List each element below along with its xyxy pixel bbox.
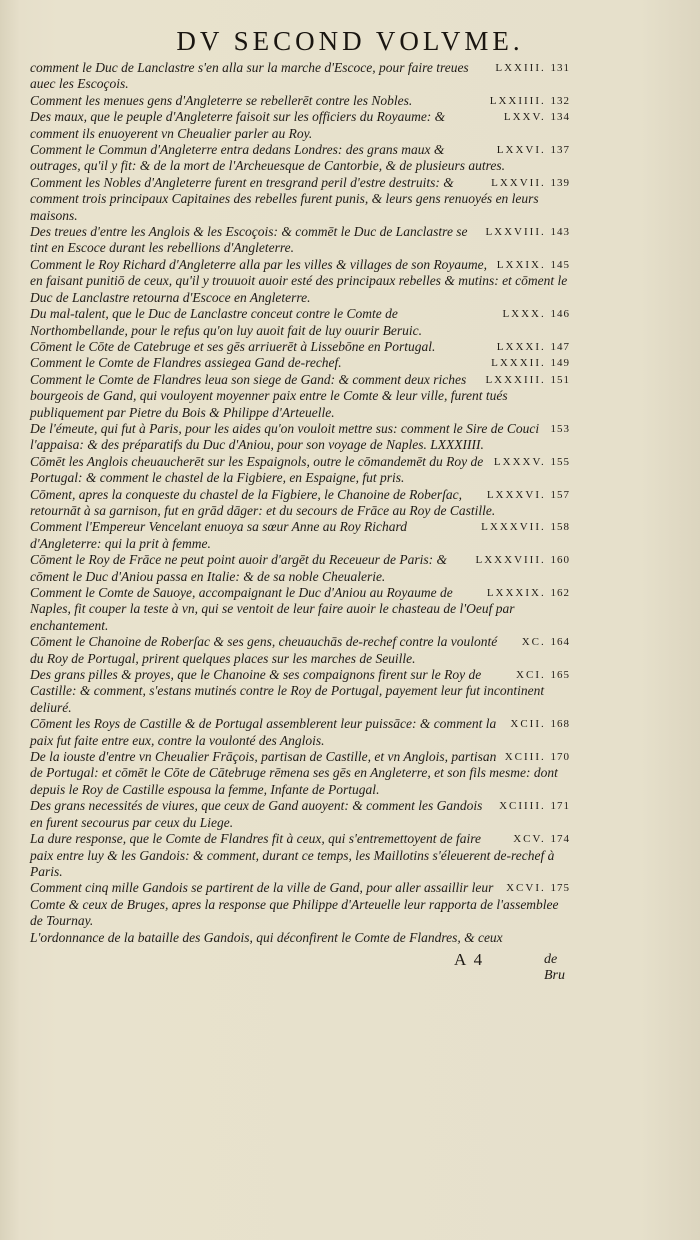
chapter-ref [495, 60, 570, 76]
entry-title: La dure response, que le Comte de Flandres fit à ceux, qui s'entremettoyent de faire paix entre luy & les Gandois: & comment, durant ce temps, les Maillotins s'éleuerent de-rechef à Paris. [30, 831, 555, 879]
toc-entry [30, 585, 570, 634]
page-number: 147 [550, 340, 570, 353]
chapter-number: LXXXVII. [481, 521, 546, 534]
chapter-ref [497, 257, 570, 273]
running-header: DV SECOND VOLVME. [176, 26, 524, 56]
chapter-ref [491, 355, 570, 371]
chapter-number: LXXVI. [496, 144, 546, 157]
chapter-number: XC. [521, 636, 546, 649]
page-number: 151 [550, 373, 570, 386]
entry-title: Cōment le Chanoine de Roberſac & ses gens, cheuauchās de-rechef contre la voulonté du Roy de Portugal, prirent quelques places sur les marches de Seuille. [30, 634, 498, 666]
toc-entry [30, 716, 570, 749]
toc-entry [30, 798, 570, 831]
toc-entry [30, 142, 570, 175]
page-number: 146 [550, 308, 570, 321]
toc-entry [30, 109, 570, 142]
page-number: 171 [550, 800, 570, 813]
page-number: 131 [550, 62, 570, 74]
chapter-ref [522, 634, 570, 650]
toc-entry [30, 487, 570, 520]
chapter-number: LXXXI. [496, 340, 546, 353]
chapter-number: LXXX. [502, 308, 546, 321]
entry-title: Des maux, que le peuple d'Angleterre faisoit sur les officiers du Royaume: & comment ils enuoyerent vn Cheualier parler au Roy. [30, 109, 446, 141]
page-number: 132 [550, 94, 570, 107]
toc-entry [30, 339, 570, 355]
chapter-ref [505, 749, 570, 765]
page-number: 134 [550, 111, 570, 124]
entry-title: Des grans pilles & proyes, que le Chanoine & ses compaignons firent sur le Roy de Castille: & comment, s'estans mutinés contre le Roy de Portugal, payement leur fut incontinent deliuré. [30, 667, 545, 715]
entry-title: Comment le Comte de Flandres assiegea Gand de-rechef. [30, 355, 342, 371]
page-number: 174 [550, 833, 570, 846]
entry-title: L'ordonnance de la bataille des Gandois, qui déconfirent le Comte de Flandres, & ceux [30, 929, 503, 945]
chapter-ref [491, 175, 570, 191]
entry-title: Comment les Nobles d'Angleterre furent en tresgrand peril d'estre destruits: & comment trois principaux Capitaines des rebelles furent punis, & leurs gens renuoyés en leurs maisons. [30, 174, 539, 223]
chapter-number: XCI. [516, 669, 546, 682]
chapter-ref [494, 454, 570, 470]
page-number: 153 [550, 422, 570, 435]
entry-title: Cōment le Roy de Frāce ne peut point auoir d'argēt du Receueur de Paris: & cōment le Duc d'Aniou passa en Italie: & de sa noble Cheualerie. [30, 552, 448, 584]
toc-entry [30, 634, 570, 667]
chapter-ref [481, 519, 570, 535]
chapter-number: XCIII. [504, 751, 546, 764]
entry-title: comment le Duc de Lanclastre s'en alla sur la marche d'Escoce, pour faire treues auec les Escoçois. [30, 60, 469, 92]
entry-title: Comment cinq mille Gandois se partirent de la ville de Gand, pour aller assaillir leur Comte & ceux de Bruges, apres la response que Philippe d'Arteuelle leur rapporta de l'assemblee de Tournay. [30, 880, 559, 929]
chapter-ref [497, 142, 570, 158]
toc-entry [30, 372, 570, 421]
toc-entry [30, 552, 570, 585]
toc-entry [30, 519, 570, 552]
entry-title: Comment le Comte de Flandres leua son siege de Gand: & comment deux riches bourgeois de Gand, qui vouloyent moyenner paix entre le Comte & leur ville, furent tués publiquement par Pietre du Bois & Philippe d'Arteuelle. [30, 371, 508, 420]
toc-entry [30, 60, 570, 93]
chapter-number: LXXIX. [496, 258, 546, 271]
page-number: 160 [550, 554, 570, 567]
chapter-number: LXXXIX. [486, 587, 546, 599]
page-number: 164 [550, 636, 570, 649]
chapter-ref [485, 224, 570, 240]
page-number: 165 [550, 669, 570, 682]
page-number: 158 [550, 521, 570, 534]
chapter-number: LXXIIII. [489, 94, 546, 107]
chapter-ref [487, 585, 570, 601]
toc-entry [30, 831, 570, 880]
signature-mark: A 4 [454, 949, 485, 969]
chapter-ref [497, 339, 570, 355]
page-number: 170 [550, 751, 570, 764]
chapter-ref [510, 716, 570, 732]
entry-title: De l'émeute, qui fut à Paris, pour les aides qu'on vouloit mettre sus: comment le Sire de Couci l'appaisa: & des préparatifs du Duc d'Aniou, pour son voyage de Naples. LXXXIIII. [30, 420, 540, 453]
chapter-ref [516, 667, 570, 683]
page-number: 157 [550, 488, 570, 501]
page-number: 155 [550, 455, 570, 468]
entry-title: Du mal-talent, que le Duc de Lanclastre conceut contre le Comte de Northombellande, pour le refus qu'on luy auoit fait de luy ouurir Beruic. [30, 306, 422, 338]
chapter-number: XCIIII. [499, 800, 546, 813]
page-number: 145 [550, 258, 570, 271]
entry-title: Comment l'Empereur Vencelant enuoya sa sœur Anne au Roy Richard d'Angleterre: qui la prit à femme. [30, 519, 407, 551]
entry-title: Des treues d'entre les Anglois & les Escoçois: & commēt le Duc de Lanclastre se tint en Escoce durant les rebellions d'Angleterre. [30, 224, 468, 256]
chapter-ref [513, 831, 570, 847]
entry-title: Des grans necessités de viures, que ceux de Gand auoyent: & comment les Gandois en furent secourus par ceux du Liege. [30, 798, 483, 830]
toc-entry [30, 880, 570, 929]
page-number: 137 [550, 144, 570, 157]
chapter-ref [485, 372, 570, 388]
toc-entry [30, 257, 570, 306]
chapter-number: LXXXIII. [485, 373, 546, 386]
chapter-ref [499, 798, 570, 814]
entry-title: Comment le Comte de Sauoye, accompaignant le Duc d'Aniou au Royaume de Naples, fit couper la teste à vn, qui se ventoit de leur faire auoir le chasteau de l'Oeuf par enchantement. [30, 585, 515, 633]
entry-title: Cōment, apres la conqueste du chastel de la Figbiere, le Chanoine de Roberſac, retournāt à sa garnison, fut en grād dāger: et du secours de Frāce au Roy de Castille. [30, 486, 496, 518]
chapter-ref [504, 109, 570, 125]
chapter-number: LXXXV. [493, 455, 546, 468]
chapter-number: LXXIII. [495, 62, 546, 74]
toc-entry [30, 175, 570, 224]
entry-title: Cōment le Cōte de Catebruge et ses gēs arriuerēt à Lissebōne en Portugal. [30, 338, 436, 354]
chapter-ref [502, 306, 570, 322]
toc-entry [30, 355, 570, 371]
toc-entry [30, 93, 570, 109]
chapter-ref [476, 552, 570, 568]
entry-title: Comment le Roy Richard d'Angleterre alla par les villes & villages de son Royaume, en faisant punitiō de ceux, qu'il y trouuoit auoir esté des principaux rebelles & mutins: et cōment le Duc de Lanclastre retourna d'Escoce en Angleterre. [30, 256, 568, 305]
toc-entry [30, 667, 570, 716]
chapter-number: XCVI. [506, 882, 546, 895]
entry-title: Cōment les Roys de Castille & de Portugal assemblerent leur puissāce: & comment la paix fut faite entre eux, contre la voulonté des Anglois. [30, 716, 497, 748]
chapter-number: LXXXVI. [486, 488, 546, 501]
chapter-number: LXXVIII. [485, 226, 546, 239]
chapter-ref [487, 487, 570, 503]
entry-title: Comment les menues gens d'Angleterre se rebellerēt contre les Nobles. [30, 92, 413, 108]
toc-entry [30, 306, 570, 339]
page-number: 168 [550, 718, 570, 731]
toc-entry [30, 224, 570, 257]
toc-entry [30, 421, 570, 454]
page-number: 162 [550, 587, 570, 599]
page-number: 139 [550, 176, 570, 189]
catchword: de Bru [544, 951, 565, 983]
chapter-number: LXXXVIII. [475, 554, 546, 567]
chapter-ref [551, 421, 571, 437]
chapter-number: LXXVII. [491, 176, 546, 189]
page-number: 149 [550, 357, 570, 370]
chapter-ref [506, 880, 570, 896]
page-number: 175 [550, 882, 570, 895]
chapter-number: XCV. [513, 833, 546, 846]
chapter-number: LXXV. [503, 111, 546, 124]
toc-entry [30, 454, 570, 487]
toc-entry [30, 930, 570, 946]
entry-title: Cōmēt les Anglois cheuaucherēt sur les Espaignols, outre le cōmandemēt du Roy de Portugal: & comment le chastel de la Figbiere, en Espaigne, fut pris. [30, 453, 484, 486]
entry-title: De la iouste d'entre vn Cheualier Frāçois, partisan de Castille, et vn Anglois, partisan de Portugal: et cōmēt le Cōte de Cātebruge rēmena ses gēs en Angleterre, et son fils mesme: dont depuis le Roy de Castille espousa la femme, Infante de Portugal. [30, 749, 558, 797]
chapter-number: LXXXII. [491, 357, 546, 370]
table-of-contents [30, 60, 570, 946]
chapter-ref [490, 93, 570, 109]
chapter-number: XCII. [510, 718, 546, 731]
page-number: 143 [550, 226, 570, 239]
toc-entry [30, 749, 570, 798]
entry-title: Comment le Commun d'Angleterre entra dedans Londres: des grans maux & outrages, qu'il y fit: & de la mort de l'Archeuesque de Cantorbie, & de plusieurs autres. [30, 142, 505, 174]
